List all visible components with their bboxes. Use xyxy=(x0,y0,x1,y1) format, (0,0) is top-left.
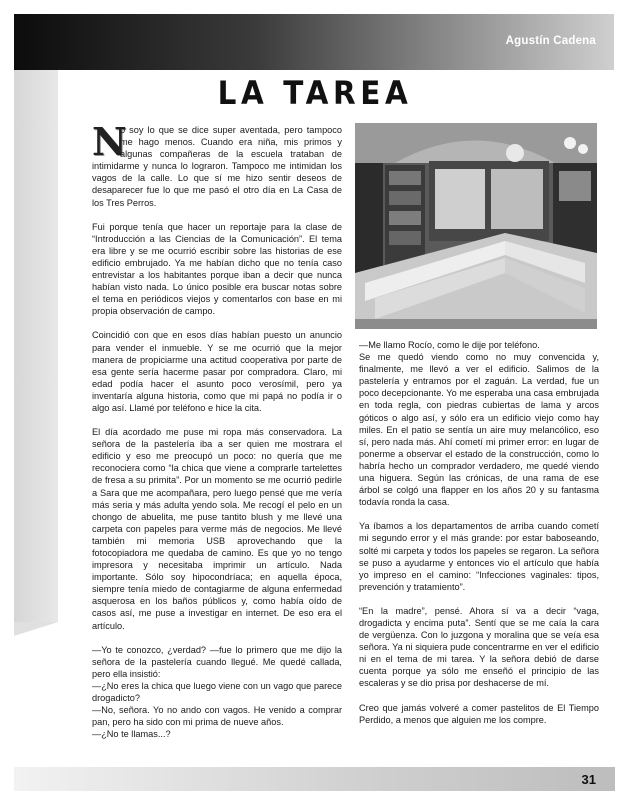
drop-cap: N xyxy=(92,119,127,164)
paragraph-6: —¿No eres la chica que luego viene con un vago que parece drogadicto? xyxy=(92,680,342,704)
paragraph-2: Fui porque tenía que hacer un reportaje para la clase de “Introducción a las Ciencias de la Comunicación”. El tema era libre y se me ocurrió escribir sobre las historias de ese edificio embrujado. Ya me habían dicho que no tenía caso entrevistar a los habitantes porque iban a decir que nunca habían visto nada. Lo único posible era buscar notas sobre el tema en periódicos viejos y comentarlos con base en mi propia observación de campo. xyxy=(92,221,342,317)
bakery-photo xyxy=(355,123,597,329)
paragraph-7: —No, señora. Yo no ando con vagos. He venido a comprar pan, pero ha sido con mi prima de nueve años. xyxy=(92,705,342,728)
left-sidebar-band xyxy=(14,70,58,622)
paragraph-4: El día acordado me puse mi ropa más conservadora. La señora de la pastelería iba a ser quien me mostrara el edificio y eso me preocupó un poco: no quería que me reconociera como “la chica que viene a comprarle tartelettes de fresa a su primita”. Por un momento se me ocurrió pedirle a Sara que me acompañara, pero luego pensé que me vería más seria y más adulta yendo sola. Me recogí el pelo en un chongo de abuelita, me puse tantito blush y me llevé una carpeta con papeles para verme más de negocios. Me llevé también mi memoria USB aprovechando que la fotocopiadora me quedaba de camino. Es que yo no tengo impresora y necesitaba imprimir un artículo. Nada importante. Sólo soy hipocondríaca; en aquella época, siempre tenía miedo de contagiarme de alguna enfermedad asquerosa en los baños públicos y, como había oído de casos así, me puse a investigar en internet. De eso era el artículo. xyxy=(92,427,342,631)
paragraph-3: Coincidió con que en esos días habían puesto un anuncio para vender el inmueble. Y se me ocurrió que la mejor manera de propiciarme una actitud cooperativa por parte de esa gente sería hacerme pasar por compradora. Claro, mi edad podía hacer el asunto poco verosímil, pero ya inventaría alguna historia, como que mi papá no podía ir o algo así. Llamé por teléfono e hice la cita. xyxy=(92,330,342,413)
paragraph-10: Se me quedó viendo como no muy convencida y, finalmente, me llevó a ver el edificio. Salimos de la pastelería y entramos por el zaguán. La verdad, fue un poco decepcionante. Yo me esperaba una casa embrujada en toda regla, con piedras cubiertas de lama y arcos góticos o algo así, y sólo era un edificio viejo como hay miles. En el patio se sentía un aire muy melancólico, eso sí, pero nada más. Ahí cometí mi primer error: en lugar de ponerme a observar el estado de la construcción, como lo habría hecho un comprador verdadero, me quedé viendo una higuera. Según las crónicas, de una rama de ese árbol se colgó una flapper en los años 20 y su fantasma todavía ronda la casa. xyxy=(359,352,599,508)
page-number: 31 xyxy=(581,772,596,787)
paragraph-1: N o soy lo que se dice super aventada, pero tampoco me hago menos. Cuando era niña, mis primos y algunas compañeras de la escuela trataban de intimidarme y nunca lo lograron. Tampoco me intimidan los vagos de la calle. Lo que sí me hizo sentir deseos de desaparecer fue lo que me pasó el otro día en La Casa de los Tres Perros. xyxy=(92,119,342,208)
left-column xyxy=(92,119,342,740)
author-name: Agustín Cadena xyxy=(505,35,596,47)
article-title: LA TAREA xyxy=(217,74,413,112)
bakery-photo-image xyxy=(355,123,597,329)
right-column xyxy=(359,339,599,738)
footer-band xyxy=(14,767,615,791)
paragraph-12: “En la madre”, pensé. Ahora sí va a decir “vaga, drogadicta y encima puta”. Sentí que se me caía la cara de vergüenza. Con lo juzgona y moralina que se veía esa señora. Ya ni siquiera pude concentrarme en ver el edificio ni en el tema de mi tarea. Y la señora debió de darse cuenta porque ya sólo me enseñó el principio de las escaleras y se dio prisa por deshacerse de mí. xyxy=(359,605,599,689)
paragraph-13: Creo que jamás volveré a comer pastelitos de El Tiempo Perdido, a menos que alguien me los compre. xyxy=(359,702,599,725)
paragraph-11: Ya íbamos a los departamentos de arriba cuando cometí mi segundo error y el más grande: por estar baboseando, solté mi carpeta y todos los papeles se regaron. La señora se puso a ayudarme y entonces vio el artículo que había yo impreso en el camino: “Infecciones vaginales: tipos, prevención y tratamiento”. xyxy=(359,521,599,592)
paragraph-8: —¿No te llamas...? xyxy=(92,729,171,740)
paragraph-9: —Me llamo Rocío, como le dije por teléfono. xyxy=(359,340,540,350)
paragraph-5: —Yo te conozco, ¿verdad? —fue lo primero que me dijo la señora de la pastelería cuando llegué. Me quedé callada, pero ella insistió: xyxy=(92,644,342,679)
sidebar-tip xyxy=(14,622,58,636)
